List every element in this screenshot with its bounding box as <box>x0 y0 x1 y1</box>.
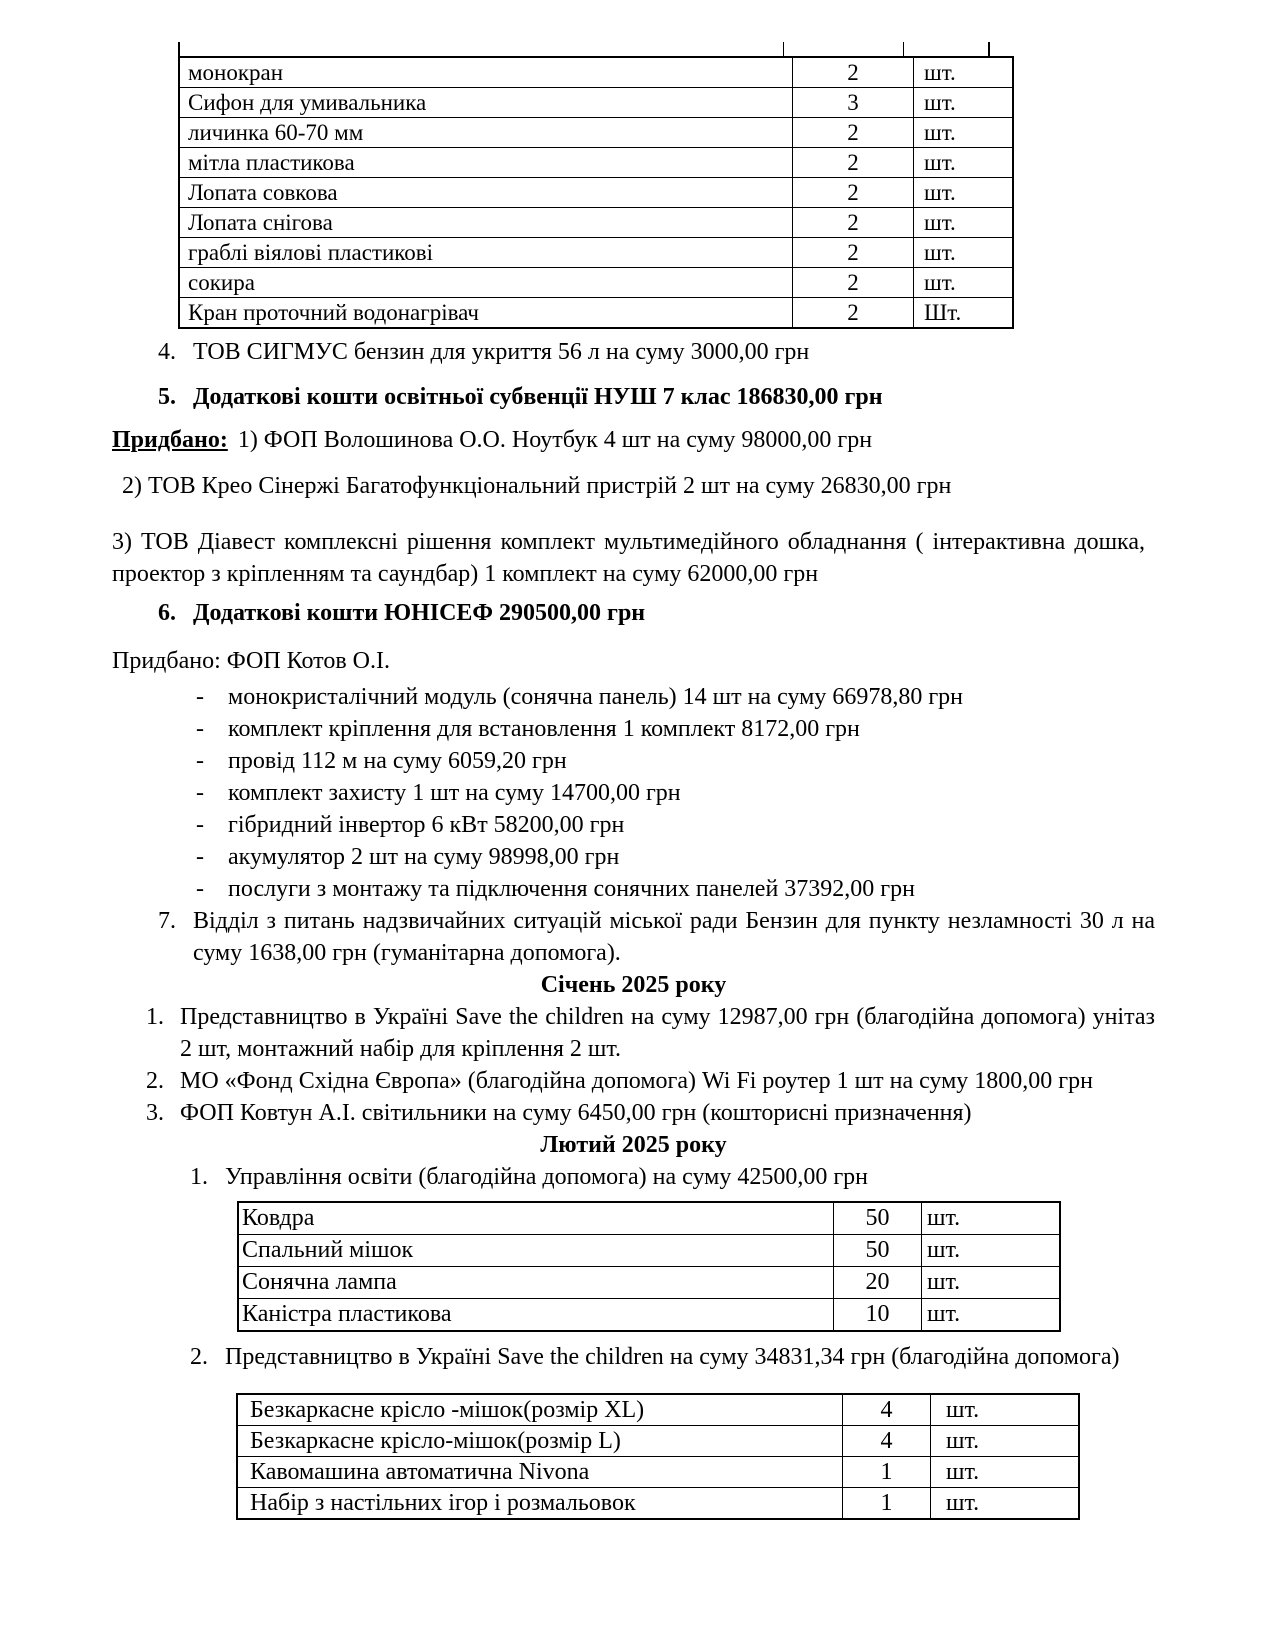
table-row <box>238 1202 1060 1235</box>
list-item-number: 2. <box>146 1068 164 1094</box>
item-cell: Набір з настільних ігор і розмальовок <box>237 1488 843 1520</box>
unit-cell: шт. <box>914 268 1014 298</box>
table-row <box>179 57 1013 88</box>
list-item-number: 3. <box>146 1100 164 1126</box>
qty-cell: 50 <box>834 1235 922 1267</box>
list-item-6 <box>158 597 1155 629</box>
item-cell: граблі віялові пластикові <box>179 238 793 268</box>
item-cell: монокран <box>179 57 793 88</box>
qty-cell: 4 <box>843 1394 931 1426</box>
dash-list-item <box>196 873 1275 905</box>
unit-cell: шт. <box>914 208 1014 238</box>
list-item-number: 1. <box>146 1004 164 1030</box>
pridbano-paragraph-3 <box>112 526 1145 590</box>
item-cell: Безкаркасне крісло-мішок(розмір L) <box>237 1426 843 1457</box>
unit-cell: шт. <box>914 118 1014 148</box>
list-item-text: ФОП Ковтун А.І. світильники на суму 6450,00 грн (кошторисні призначення) <box>180 1100 972 1126</box>
dash-item-text: послуги з монтажу та підключення сонячних панелей 37392,00 грн <box>228 876 915 902</box>
dash-item-text: комплект кріплення для встановлення 1 комплект 8172,00 грн <box>228 716 860 742</box>
qty-cell: 2 <box>793 268 914 298</box>
table-row <box>238 1299 1060 1332</box>
dash-list-item <box>196 841 1275 873</box>
list-item-text: Додаткові кошти освітньої субвенції НУШ 7 клас 186830,00 грн <box>193 384 883 410</box>
item-cell: Лопата совкова <box>179 178 793 208</box>
qty-cell: 1 <box>843 1457 931 1488</box>
qty-cell: 2 <box>793 148 914 178</box>
dash-item-text: гібридний інвертор 6 кВт 58200,00 грн <box>228 812 625 838</box>
table-row <box>179 118 1013 148</box>
dash-item-text: монокристалічний модуль (сонячна панель) 14 шт на суму 66978,80 грн <box>228 684 964 710</box>
table-row <box>237 1394 1079 1426</box>
table-row <box>179 268 1013 298</box>
february-item-1 <box>190 1161 1155 1193</box>
list-item-text: ТОВ СИГМУС бензин для укриття 56 л на суму 3000,00 грн <box>193 339 810 365</box>
qty-cell: 2 <box>793 178 914 208</box>
table-row <box>237 1426 1079 1457</box>
list-item-text: Представництво в Україні Save the children на суму 12987,00 грн (благодійна допомога) унітаз 2 шт, монтажний набір для кріплення 2 шт. <box>180 1004 1155 1062</box>
table-row <box>179 88 1013 118</box>
qty-cell: 10 <box>834 1299 922 1332</box>
unit-cell: шт. <box>922 1299 1061 1332</box>
dash-bullet: - <box>196 684 204 710</box>
table-row <box>238 1267 1060 1299</box>
dash-list <box>0 681 1275 905</box>
qty-cell: 2 <box>793 208 914 238</box>
table-row <box>179 148 1013 178</box>
qty-cell: 2 <box>793 57 914 88</box>
unit-cell: шт. <box>931 1488 1080 1520</box>
list-item-number: 7. <box>158 908 176 934</box>
inventory-table-1 <box>178 56 1014 329</box>
item-cell: Сонячна лампа <box>238 1267 834 1299</box>
unit-cell: шт. <box>922 1235 1061 1267</box>
donation-table-save-the-children <box>236 1393 1080 1520</box>
dash-list-item <box>196 777 1275 809</box>
dash-list-item <box>196 745 1275 777</box>
list-item-text: МО «Фонд Східна Європа» (благодійна допомога) Wi Fi роутер 1 шт на суму 1800,00 грн <box>180 1068 1093 1094</box>
qty-cell: 1 <box>843 1488 931 1520</box>
table-top-cut-stub <box>178 42 990 56</box>
unit-cell: шт. <box>931 1394 1080 1426</box>
january-item-1 <box>146 1001 1155 1065</box>
unit-cell: шт. <box>931 1457 1080 1488</box>
table-row <box>179 238 1013 268</box>
item-cell: Безкаркасне крісло -мішок(розмір XL) <box>237 1394 843 1426</box>
dash-list-item <box>196 809 1275 841</box>
heading-february: Лютий 2025 року <box>540 1132 727 1158</box>
table-row <box>179 178 1013 208</box>
item-cell: Сифон для умивальника <box>179 88 793 118</box>
pridbano-paragraph-2 <box>122 470 1145 502</box>
donation-table-education <box>237 1201 1061 1332</box>
pridbano-text: Придбано: ФОП Котов О.І. <box>112 648 391 674</box>
qty-cell: 20 <box>834 1267 922 1299</box>
pridbano-paragraph-4 <box>112 645 1145 677</box>
qty-cell: 2 <box>793 118 914 148</box>
table-row <box>179 208 1013 238</box>
unit-cell: шт. <box>914 88 1014 118</box>
item-cell: личинка 60-70 мм <box>179 118 793 148</box>
pridbano-paragraph-1 <box>112 424 1145 456</box>
list-item-text: Представництво в Україні Save the children на суму 34831,34 грн (благодійна допомога) <box>225 1344 1120 1370</box>
list-item-7 <box>158 905 1155 969</box>
dash-item-text: акумулятор 2 шт на суму 98998,00 грн <box>228 844 620 870</box>
unit-cell: шт. <box>931 1426 1080 1457</box>
list-item-text: Управління освіти (благодійна допомога) на суму 42500,00 грн <box>225 1164 869 1190</box>
list-item-number: 6. <box>158 600 176 626</box>
table-row <box>238 1235 1060 1267</box>
dash-bullet: - <box>196 844 204 870</box>
unit-cell: Шт. <box>914 298 1014 329</box>
item-cell: Спальний мішок <box>238 1235 834 1267</box>
item-cell: Кран проточний водонагрівач <box>179 298 793 329</box>
february-item-2 <box>190 1341 1155 1373</box>
list-item-5 <box>158 381 1155 413</box>
pridbano-text: 2) ТОВ Крео Сінержі Багатофункціональний пристрій 2 шт на суму 26830,00 грн <box>122 473 952 499</box>
pridbano-text: 3) ТОВ Діавест комплексні рішення комплект мультимедійного обладнання ( інтерактивна дошка, проектор з кріпленням та саундбар) 1 комплект на суму 62000,00 грн <box>112 529 1145 587</box>
qty-cell: 4 <box>843 1426 931 1457</box>
list-item-text: Додаткові кошти ЮНІСЕФ 290500,00 грн <box>193 600 646 626</box>
table-row <box>237 1488 1079 1520</box>
list-item-number: 4. <box>158 339 176 365</box>
list-item-number: 2. <box>190 1344 208 1370</box>
unit-cell: шт. <box>914 148 1014 178</box>
item-cell: Ковдра <box>238 1202 834 1235</box>
dash-bullet: - <box>196 780 204 806</box>
unit-cell: шт. <box>914 57 1014 88</box>
dash-bullet: - <box>196 812 204 838</box>
qty-cell: 2 <box>793 238 914 268</box>
list-item-4 <box>158 336 1155 368</box>
item-cell: Лопата снігова <box>179 208 793 238</box>
item-cell: мітла пластикова <box>179 148 793 178</box>
dash-bullet: - <box>196 876 204 902</box>
heading-january: Січень 2025 року <box>540 972 727 998</box>
list-item-number: 5. <box>158 384 176 410</box>
dash-list-item <box>196 681 1275 713</box>
dash-item-text: провід 112 м на суму 6059,20 грн <box>228 748 567 774</box>
pridbano-label: Придбано: <box>112 427 228 453</box>
list-item-text: Відділ з питань надзвичайних ситуацій міської ради Бензин для пункту незламності 30 л на суму 1638,00 грн (гуманітарна допомога). <box>193 908 1155 966</box>
list-item-number: 1. <box>190 1164 208 1190</box>
unit-cell: шт. <box>914 238 1014 268</box>
unit-cell: шт. <box>922 1267 1061 1299</box>
january-item-2 <box>146 1065 1155 1097</box>
qty-cell: 3 <box>793 88 914 118</box>
dash-list-item <box>196 713 1275 745</box>
item-cell: сокира <box>179 268 793 298</box>
dash-bullet: - <box>196 716 204 742</box>
unit-cell: шт. <box>922 1202 1061 1235</box>
dash-bullet: - <box>196 748 204 774</box>
january-item-3 <box>146 1097 1155 1129</box>
unit-cell: шт. <box>914 178 1014 208</box>
table-row <box>237 1457 1079 1488</box>
qty-cell: 2 <box>793 298 914 329</box>
item-cell: Каністра пластикова <box>238 1299 834 1332</box>
dash-item-text: комплект захисту 1 шт на суму 14700,00 грн <box>228 780 681 806</box>
table-row <box>179 298 1013 329</box>
table-column-line <box>903 42 904 56</box>
item-cell: Кавомашина автоматична Nivona <box>237 1457 843 1488</box>
qty-cell: 50 <box>834 1202 922 1235</box>
pridbano-text: 1) ФОП Волошинова О.О. Ноутбук 4 шт на суму 98000,00 грн <box>237 427 873 453</box>
table-column-line <box>783 42 784 56</box>
